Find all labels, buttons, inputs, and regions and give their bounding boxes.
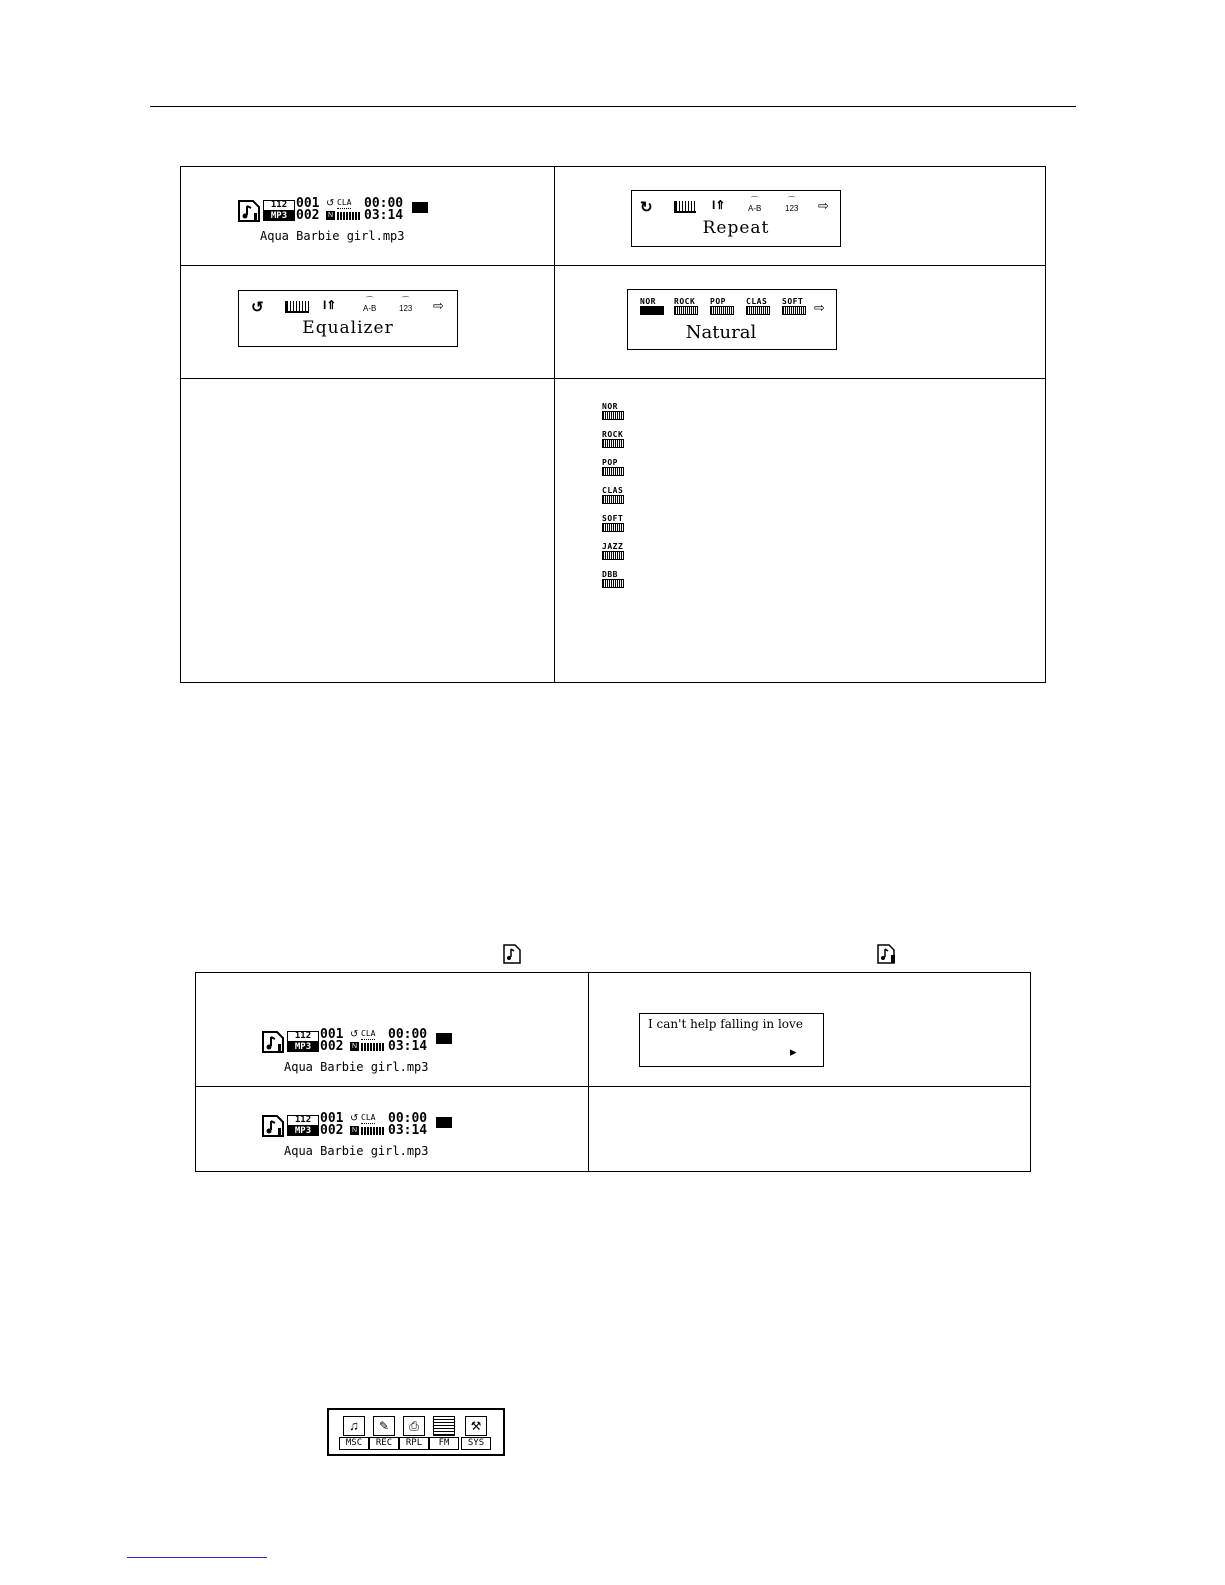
music-file-icon [238, 200, 260, 227]
now-playing-icon: N [351, 1127, 358, 1134]
time-elapsed: 00:00 [388, 1027, 428, 1042]
lyrics-line: I can't help falling in love [648, 1017, 803, 1031]
eq-badge-soft: SOFT [782, 297, 806, 315]
menu-label: RPL [399, 1437, 429, 1450]
menu-item-rpl[interactable] [399, 1416, 429, 1450]
now-playing-icon: N [327, 212, 334, 219]
eq-list-jazz: JAZZ [602, 542, 624, 560]
track-total: 002 [320, 1039, 344, 1054]
menu-item-rec[interactable] [369, 1416, 399, 1450]
tools-icon: ⚒ [465, 1416, 487, 1436]
track-total: 002 [296, 208, 320, 223]
eq-list-clas: CLAS [602, 486, 624, 504]
menu-label: SYS [461, 1437, 491, 1450]
format-badge: MP3 [287, 1126, 319, 1136]
eq-badge-nor: NOR [640, 297, 664, 315]
eq-short-label: CLA [361, 1029, 376, 1038]
menu-label: REC [369, 1437, 399, 1450]
equalizer-icon [285, 301, 309, 313]
battery-icon [436, 1117, 452, 1128]
volume-bars-icon [361, 1043, 385, 1051]
now-playing-icon: N [351, 1043, 358, 1050]
eq-badge-pop: POP [710, 297, 734, 315]
repeat-mode-icon: ↺ [350, 1113, 359, 1124]
time-total: 03:14 [364, 208, 404, 223]
more-arrow-icon: ⇨ [818, 198, 829, 213]
microphone-icon: ✎ [373, 1416, 395, 1436]
submenu-label: Repeat [702, 218, 770, 238]
battery-icon [412, 202, 428, 213]
bitrate-badge: 112 [263, 200, 295, 211]
bitrate-badge: 112 [287, 1115, 319, 1126]
more-arrow-icon: ⇨ [814, 300, 825, 315]
repeat-submenu-screen [631, 190, 841, 247]
main-menu-screen [327, 1408, 505, 1456]
player-status-screen-3 [262, 1113, 462, 1163]
submenu-label: Equalizer [302, 318, 394, 338]
track-current: 001 [296, 196, 320, 211]
equalizer-icon [674, 201, 696, 213]
time-elapsed: 00:00 [388, 1111, 428, 1126]
eq-list-nor: NOR [602, 402, 624, 420]
menu-label: FM [429, 1437, 459, 1450]
eq-select-screen [627, 289, 837, 350]
menu-item-msc[interactable] [339, 1416, 369, 1450]
menu-label: MSC [339, 1437, 369, 1450]
eq-list-soft: SOFT [602, 514, 624, 532]
eq-short-label: CLA [361, 1113, 376, 1122]
ab-repeat-icon: ⌒ A-B [748, 196, 762, 213]
lyrics-screen [639, 1013, 824, 1067]
track-filename: Aqua Barbie girl.mp3 [284, 1060, 429, 1074]
time-total: 03:14 [388, 1123, 428, 1138]
eq-badge-rock: ROCK [674, 297, 698, 315]
music-file-icon [503, 944, 521, 969]
equalizer-submenu-screen [238, 290, 458, 347]
header-rule [150, 106, 1076, 107]
eq-selected-label: Natural [685, 322, 757, 343]
ab-repeat-icon: ⌒ A-B [363, 296, 377, 313]
replay-icon: ⎙ [403, 1416, 425, 1436]
menu-item-sys[interactable] [461, 1416, 491, 1450]
music-note-icon: ♫ [343, 1416, 365, 1436]
track-current: 001 [320, 1027, 344, 1042]
player-status-screen-2 [262, 1029, 462, 1079]
battery-icon [436, 1033, 452, 1044]
format-badge: MP3 [287, 1042, 319, 1052]
play-order-icon: ⌒ 123 [399, 296, 413, 313]
music-file-icon [262, 1115, 284, 1142]
repeat-mode-icon: ↺ [350, 1029, 359, 1040]
bitrate-badge: 112 [287, 1031, 319, 1042]
track-filename: Aqua Barbie girl.mp3 [260, 229, 405, 243]
eq-icon-list [602, 402, 628, 592]
repeat-mode-icon: ↺ [326, 198, 335, 209]
track-filename: Aqua Barbie girl.mp3 [284, 1144, 429, 1158]
menu-item-fm[interactable] [429, 1416, 459, 1450]
eq-list-rock: ROCK [602, 430, 624, 448]
tempo-icon: I⇑ [323, 298, 337, 312]
footer-link-underline [127, 1557, 267, 1558]
more-arrow-icon: ⇨ [433, 298, 444, 313]
eq-list-pop: POP [602, 458, 624, 476]
eq-list-dbb: DBB [602, 570, 624, 588]
next-marker-icon: ▸ [790, 1044, 797, 1059]
eq-badge-clas: CLAS [746, 297, 770, 315]
track-current: 001 [320, 1111, 344, 1126]
tempo-icon: I⇑ [712, 198, 726, 212]
track-total: 002 [320, 1123, 344, 1138]
music-file-icon [262, 1031, 284, 1058]
time-elapsed: 00:00 [364, 196, 404, 211]
time-total: 03:14 [388, 1039, 428, 1054]
format-badge: MP3 [263, 211, 295, 221]
volume-bars-icon [337, 212, 361, 220]
lyrics-file-icon [877, 944, 899, 969]
repeat-icon: ↻ [640, 199, 653, 216]
repeat-icon: ↺ [251, 299, 264, 316]
volume-bars-icon [361, 1127, 385, 1135]
radio-icon [433, 1416, 455, 1436]
player-status-screen-1 [238, 198, 438, 248]
eq-short-label: CLA [337, 198, 352, 207]
play-order-icon: ⌒ 123 [785, 196, 799, 213]
